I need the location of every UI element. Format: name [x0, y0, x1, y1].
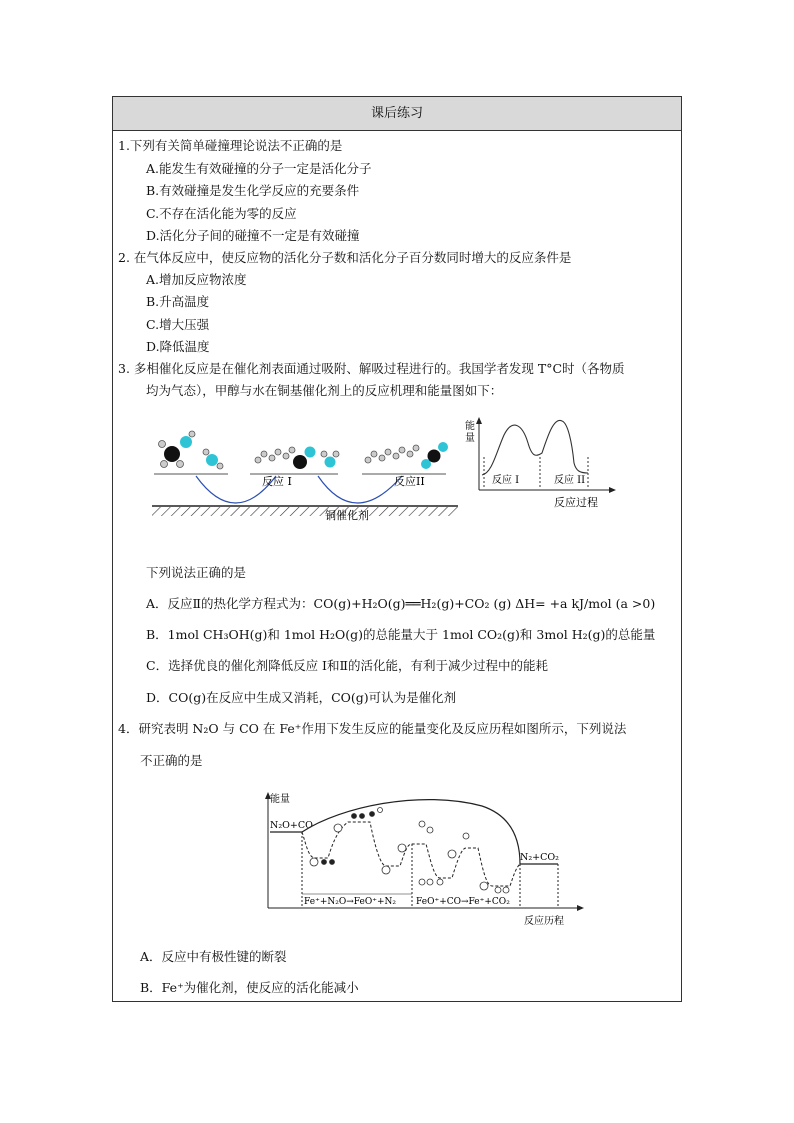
q4-energy-diagram: [262, 786, 592, 926]
end-species: N₂+CO₂: [520, 852, 559, 863]
q3-stem-line2: 均为气态），甲醇与水在铜基催化剂上的反应机理和能量图如下：: [146, 383, 503, 398]
q4-progress-label: 反应历程: [524, 916, 564, 926]
q2-option-b: B.升高温度: [146, 294, 210, 309]
q2-option-d: D.降低温度: [146, 339, 210, 354]
q1-option-a: A.能发生有效碰撞的分子一定是活化分子: [146, 161, 372, 176]
q3-stem-line1: 3. 多相催化反应是在催化剂表面通过吸附、解吸过程进行的。我国学者发现 T°C时（各物质: [118, 361, 625, 376]
q2-option-a: A.增加反应物浓度: [146, 272, 247, 287]
energy-r1-label: 反应 I: [492, 475, 520, 486]
q3-energy-diagram: [462, 413, 622, 513]
catalyst-label: 铜催化剂: [325, 509, 369, 522]
q1-option-b: B.有效碰撞是发生化学反应的充要条件: [146, 183, 360, 198]
step1-label: Fe⁺+N₂O→FeO⁺+N₂: [304, 897, 397, 907]
q1-stem: 1.下列有关简单碰撞理论说法不正确的是: [118, 138, 343, 153]
energy-r2-label: 反应 II: [554, 475, 586, 486]
reaction-1-label: 反应 I: [262, 475, 292, 488]
q1-option-d: D.活化分子间的碰撞不一定是有效碰撞: [146, 228, 360, 243]
energy-axis-char1: 能: [465, 421, 475, 432]
q3-intro: 下列说法正确的是: [146, 565, 247, 580]
q3-mechanism-figure: [150, 418, 470, 523]
progress-label: 反应过程: [554, 496, 598, 509]
q4-stem-line2: 不正确的是: [140, 753, 203, 768]
q4-energy-axis: 能量: [270, 794, 290, 805]
reaction-2-label: 反应II: [394, 475, 425, 488]
q3-option-b: B．1mol CH₃OH(g)和 1mol H₂O(g)的总能量大于 1mol CO₂(g)和 3mol H₂(g)的总能量: [146, 627, 656, 642]
q3-option-c: C．选择优良的催化剂降低反应 I和Ⅱ的活化能，有利于减少过程中的能耗: [146, 658, 548, 673]
start-species: N₂O+CO: [270, 820, 313, 831]
q4-option-b: B．Fe⁺为催化剂，使反应的活化能减小: [140, 980, 359, 995]
q2-option-c: C.增大压强: [146, 317, 210, 332]
q4-stem-line1: 4．研究表明 N₂O 与 CO 在 Fe⁺作用下发生反应的能量变化及反应历程如图所示，下列说法: [118, 721, 627, 736]
table-header: 课后练习: [113, 97, 681, 131]
step2-label: FeO⁺+CO→Fe⁺+CO₂: [416, 897, 510, 907]
q2-stem: 2. 在气体反应中，使反应物的活化分子数和活化分子百分数同时增大的反应条件是: [118, 250, 572, 265]
q4-option-a: A．反应中有极性键的断裂: [140, 949, 287, 964]
q1-option-c: C.不存在活化能为零的反应: [146, 206, 297, 221]
q3-option-d: D．CO(g)在反应中生成又消耗，CO(g)可认为是催化剂: [146, 690, 457, 705]
energy-axis-char2: 量: [465, 433, 475, 444]
q3-option-a: A．反应Ⅱ的热化学方程式为：CO(g)+H₂O(g)══H₂(g)+CO₂ (g) ΔH= +a kJ/mol (a >0): [146, 596, 656, 611]
